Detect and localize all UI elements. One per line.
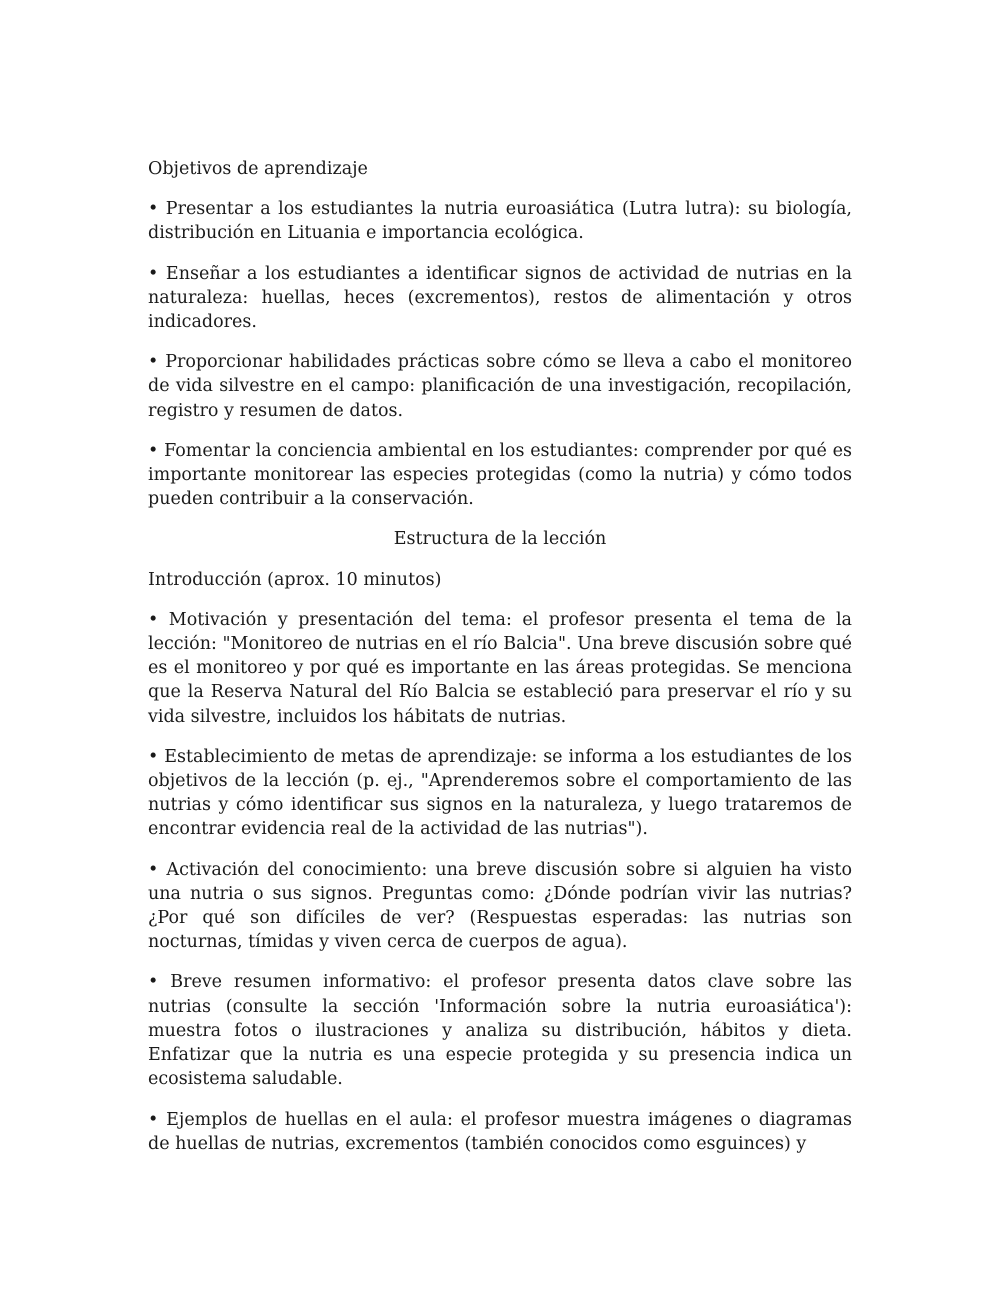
intro-item: • Establecimiento de metas de aprendizaje: se informa a los estudiantes de los objetivos de la lección (p. ej., "Aprenderemos sobre el comportamiento de las nutrias y cómo identificar sus signos en la naturaleza, y luego trataremos de encontrar evidencia real de la actividad de las nutrias"). (148, 746, 852, 840)
objective-item: • Fomentar la conciencia ambiental en los estudiantes: comprender por qué es importante monitorear las especies protegidas (como la nutria) y cómo todos pueden contribuir a la conservación. (148, 440, 852, 510)
objectives-heading: Objetivos de aprendizaje (148, 159, 368, 179)
objective-item: • Enseñar a los estudiantes a identificar signos de actividad de nutrias en la naturaleza: huellas, heces (excrementos), restos de alimentación y otros indicadores. (148, 263, 852, 333)
intro-heading: Introducción (aprox. 10 minutos) (148, 569, 442, 590)
intro-item: • Motivación y presentación del tema: el profesor presenta el tema de la lección: "Monitoreo de nutrias en el río Balcia". Una breve discusión sobre qué es el monitoreo y por qué es importante en las áreas protegidas. Se menciona que la Reserva Natural del Río Balcia se estableció para preservar el río y su vida silvestre, incluidos los hábitats de nutrias. (148, 609, 852, 727)
intro-item: • Breve resumen informativo: el profesor presenta datos clave sobre las nutrias (consulte la sección 'Información sobre la nutria euroasiática'): muestra fotos o ilustraciones y analiza su distribución, hábitos y dieta. Enfatizar que la nutria es una especie protegida y su presencia indica un ecosistema saludable. (148, 972, 852, 1090)
objective-item: • Presentar a los estudiantes la nutria euroasiática (Lutra lutra): su biología, distribución en Lituania e importancia ecológica. (148, 199, 852, 244)
intro-item: • Activación del conocimiento: una breve discusión sobre si alguien ha visto una nutria o sus signos. Preguntas como: ¿Dónde podrían vivir las nutrias? ¿Por qué son difíciles de ver? (Respuestas esperadas: las nutrias son nocturnas, tímidas y viven cerca de cuerpos de agua). (148, 859, 852, 953)
objective-item: • Proporcionar habilidades prácticas sobre cómo se lleva a cabo el monitoreo de vida silvestre en el campo: planificación de una investigación, recopilación, registro y resumen de datos. (148, 352, 852, 421)
structure-heading: Estructura de la lección (393, 529, 607, 550)
intro-item: • Ejemplos de huellas en el aula: el profesor muestra imágenes o diagramas de huellas de nutrias, excrementos (también conocidos como esguinces) y (148, 1109, 852, 1154)
document-page (148, 157, 852, 1156)
